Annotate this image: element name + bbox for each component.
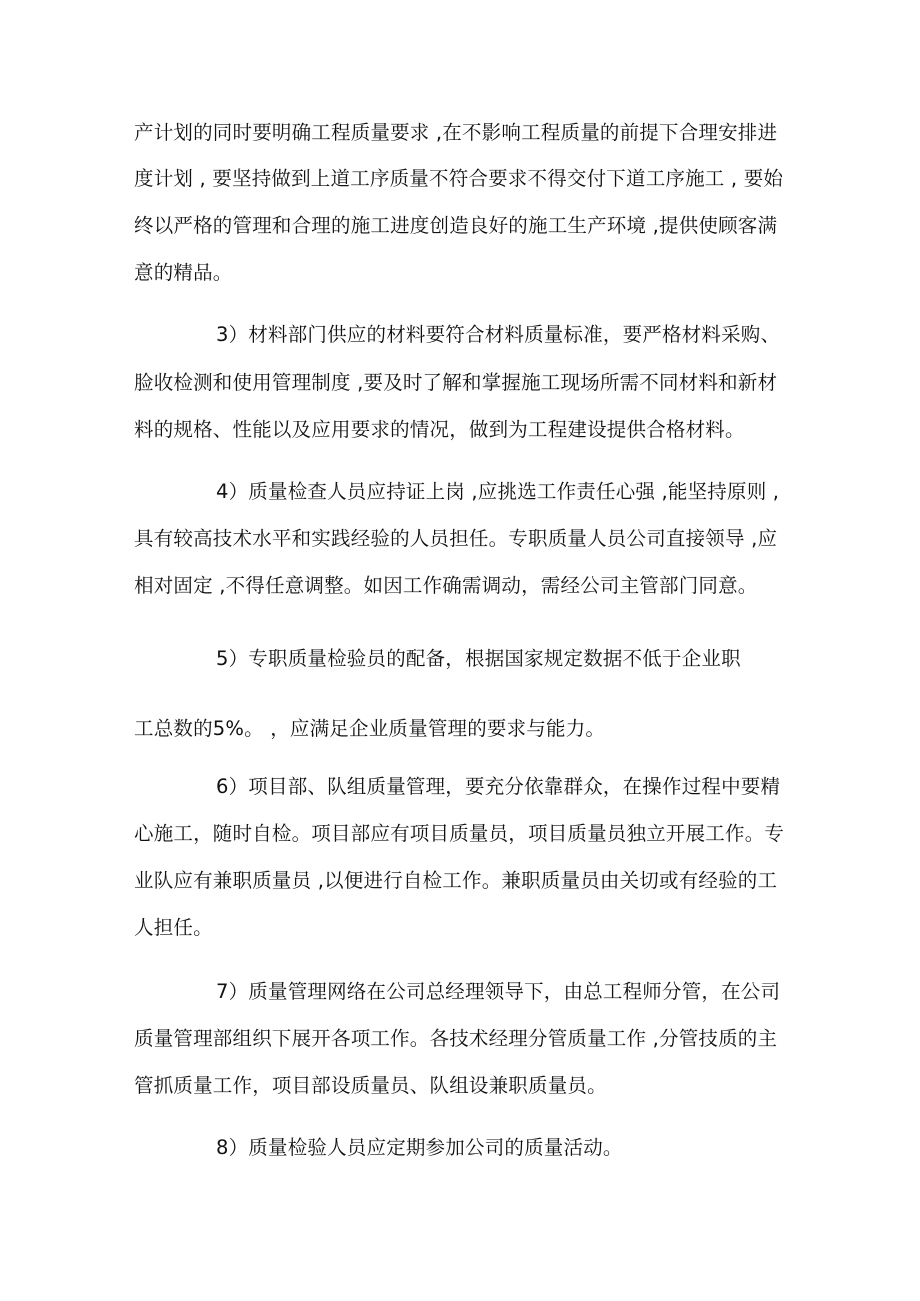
paragraph-3-line-1: 3）材料部门供应的材料要符合材料质量标准，要严格材料采购、 [216,323,781,346]
paragraph-6-line-4: 人担任。 [134,916,213,939]
paragraph-3-line-3: 料的规格、性能以及应用要求的情况，做到为工程建设提供合格材料。 [134,418,745,441]
paragraph-7-line-3: 管抓质量工作，项目部设质量员、队组设兼职质量员。 [134,1074,607,1097]
paragraph-6-line-3: 业队应有兼职质量员 ,以便进行自检工作。兼职质量员由关切或有经验的工 [134,869,778,892]
paragraph-7-line-2: 质量管理部组织下展开各项工作。各技术经理分管质量工作 ,分管技质的主 [134,1027,778,1050]
paragraph-7-line-1: 7）质量管理网络在公司总经理领导下，由总工程师分管，在公司 [216,980,781,1003]
paragraph-5-line-1: 5）专职质量检验员的配备，根据国家规定数据不低于企业职 [216,647,741,670]
paragraph-1-line-3: 终以严格的管理和合理的施工进度创造良好的施工生产环境 ,提供使顾客满 [134,214,778,237]
paragraph-1-line-2: 度计划 , 要坚持做到上道工序质量不符合要求不得交付下道工序施工 , 要始 [134,167,784,190]
paragraph-4-line-1: 4）质量检查人员应持证上岗 ,应挑选工作责任心强 ,能坚持原则 , [216,480,780,503]
paragraph-6-line-1: 6）项目部、队组质量管理，要充分依靠群众，在操作过程中要精 [216,775,781,798]
paragraph-3-line-2: 脸收检测和使用管理制度 ,要及时了解和掌握施工现场所需不同材料和新材 [134,371,778,394]
paragraph-6-line-2: 心施工，随时自检。项目部应有项目质量员，项目质量员独立开展工作。专 [134,822,785,845]
paragraph-4-line-3: 相对固定 ,不得任意调整。如因工作确需调动，需经公司主管部门同意。 [134,574,758,597]
paragraph-1-line-4: 意的精品。 [134,261,233,284]
paragraph-8-line-1: 8）质量检验人员应定期参加公司的质量活动。 [216,1136,623,1159]
paragraph-4-line-2: 具有较高技术水平和实践经验的人员担任。专职质量人员公司直接领导 ,应 [134,527,778,550]
paragraph-1-line-1: 产计划的同时要明确工程质量要求 ,在不影响工程质量的前提下合理安排进 [134,121,778,144]
paragraph-5-line-2: 工总数的5%。 ，应满足企业质量管理的要求与能力。 [134,717,606,740]
